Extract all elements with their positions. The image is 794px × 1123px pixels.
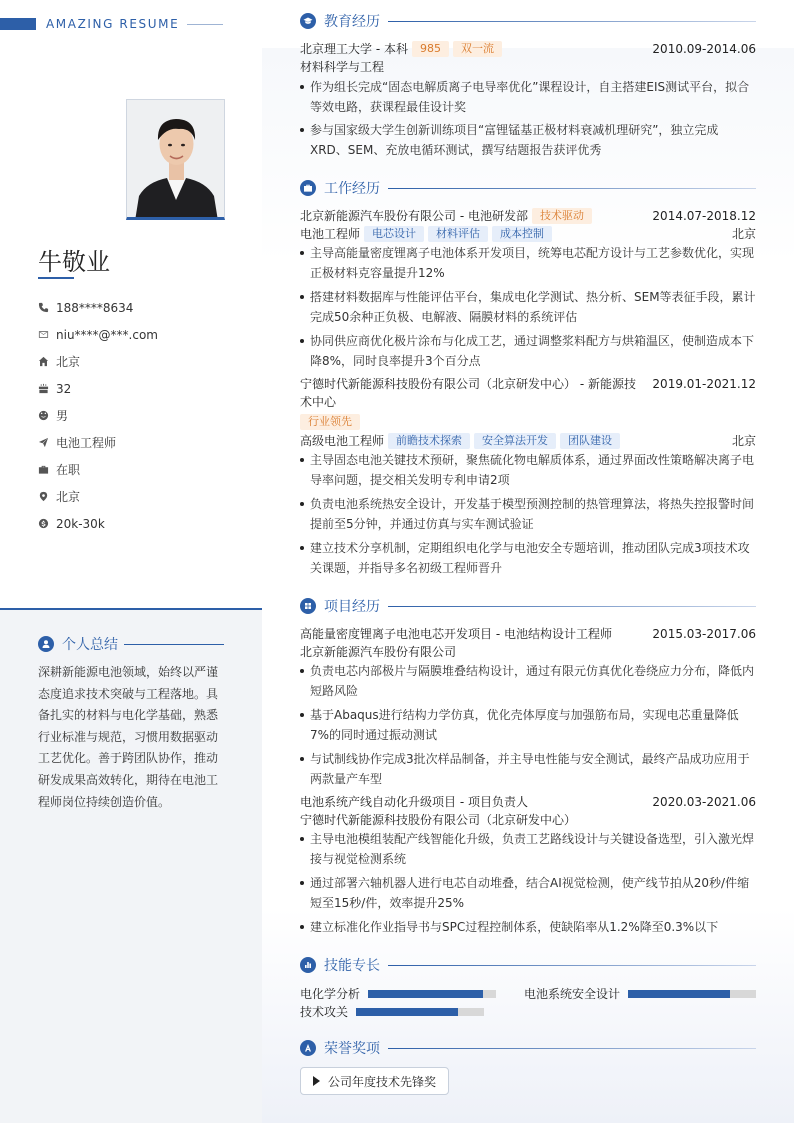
work-header bbox=[300, 178, 756, 198]
graduation-cap-icon bbox=[300, 13, 316, 29]
project-name-row bbox=[300, 793, 756, 811]
skill-item bbox=[300, 1003, 484, 1020]
info-gender bbox=[38, 402, 158, 429]
age-text: 32 bbox=[56, 381, 72, 396]
job-bullet: 协同供应商优化极片涂布与化成工艺，通过调整浆料配方与烘箱温区，使制造成本下降8%，同时良率提升3个百分点 bbox=[300, 331, 756, 371]
email-text: niu****@***.com bbox=[56, 327, 158, 342]
education-tag: 双一流 bbox=[453, 41, 502, 57]
brand-bar bbox=[0, 18, 36, 30]
skills-title: 技能专长 bbox=[324, 958, 380, 974]
project-name: 高能量密度锂离子电池电芯开发项目 - 电池结构设计工程师 bbox=[300, 627, 612, 641]
home-icon bbox=[38, 356, 56, 367]
play-icon bbox=[313, 1076, 320, 1086]
salary-text: 20k-30k bbox=[56, 516, 105, 531]
location-pin-icon bbox=[38, 491, 56, 502]
project-date: 2020.03-2021.06 bbox=[652, 795, 756, 809]
project-bullet: 与试制线协作完成3批次样品制备，并主导电性能与安全测试，最终产品成功应用于两款量产车型 bbox=[300, 749, 756, 789]
education-bullet: 参与国家级大学生创新训练项目“富锂锰基正极材料衰减机理研究”，独立完成XRD、SEM、充放电循环测试，撰写结题报告获评优秀 bbox=[300, 120, 756, 160]
info-salary bbox=[38, 510, 158, 537]
project-bullet: 通过部署六轴机器人进行电芯自动堆叠，结合AI视觉检测，使产线节拍从20秒/件缩短至15秒/件，效率提升25% bbox=[300, 873, 756, 913]
job-bullet: 搭建材料数据库与性能评估平台，集成电化学测试、热分析、SEM等表征手段，累计完成50余种正负极、电解液、隔膜材料的系统评估 bbox=[300, 287, 756, 327]
job-role-tag: 前瞻技术探索 bbox=[388, 433, 470, 449]
name-underline bbox=[38, 277, 74, 279]
honor-item bbox=[300, 1067, 449, 1095]
info-target-city bbox=[38, 483, 158, 510]
job-bullet: 负责电池系统热安全设计，开发基于模型预测控制的热管理算法，将热失控报警时间提前至5分钟，并通过仿真与实车测试验证 bbox=[300, 494, 756, 534]
job-company-tag: 技术驱动 bbox=[532, 208, 592, 224]
job-bullet: 主导高能量密度锂离子电池体系开发项目，统筹电芯配方设计与工艺参数优化，实现正极材料克容量提升12% bbox=[300, 243, 756, 283]
city-text: 北京 bbox=[56, 355, 81, 369]
job-role: 高级电池工程师 bbox=[300, 434, 385, 448]
job-role-tag: 安全算法开发 bbox=[474, 433, 556, 449]
job-role-tag: 材料评估 bbox=[428, 226, 488, 242]
briefcase-icon bbox=[300, 180, 316, 196]
education-school-row bbox=[300, 40, 756, 58]
skill-name: 电化学分析 bbox=[300, 987, 361, 1001]
job-role: 电池工程师 bbox=[300, 227, 361, 241]
project-bullet: 主导电池模组装配产线智能化升级，负责工艺路线设计与关键设备选型，引入激光焊接与视觉检测系统 bbox=[300, 829, 756, 869]
cake-icon bbox=[38, 383, 56, 394]
brand-line bbox=[187, 24, 223, 25]
job-date: 2019.01-2021.12 bbox=[652, 377, 756, 391]
job-bullet: 主导固态电池关键技术预研，聚焦硫化物电解质体系，通过界面改性策略解决离子电导率问题，提交相关发明专利申请2项 bbox=[300, 450, 756, 490]
job-date: 2014.07-2018.12 bbox=[652, 209, 756, 223]
skill-name: 技术攻关 bbox=[300, 1005, 349, 1019]
honors-title: 荣誉奖项 bbox=[324, 1041, 380, 1057]
phone-icon bbox=[38, 302, 56, 313]
contact-info-list bbox=[38, 294, 158, 537]
education-school: 北京理工大学 - 本科 bbox=[300, 42, 408, 56]
work-title: 工作经历 bbox=[324, 181, 380, 197]
summary-title-line bbox=[124, 644, 224, 645]
job-location: 北京 bbox=[731, 227, 756, 241]
job-role-row bbox=[300, 225, 756, 243]
job-company-tag: 行业领先 bbox=[300, 414, 360, 430]
brand-text: AMAZING RESUME bbox=[46, 17, 180, 31]
summary-text: 深耕新能源电池领域，始终以严谨态度追求技术突破与工程落地。具备扎实的材料与电化学基础，熟悉行业标准与规范，习惯用数据驱动工艺优化。善于跨团队协作，推动研发成果高效转化，期待在电池工程师岗位持续创造价值。 bbox=[38, 665, 219, 809]
skill-bar bbox=[356, 1008, 484, 1016]
summary-title: 个人总结 bbox=[62, 637, 118, 653]
job-role-tag: 团队建设 bbox=[560, 433, 620, 449]
project-name-row bbox=[300, 625, 756, 643]
skill-item bbox=[524, 985, 756, 1002]
job-location: 北京 bbox=[731, 434, 756, 448]
send-icon bbox=[38, 437, 56, 448]
award-icon bbox=[300, 1040, 316, 1056]
project-company: 宁德时代新能源科技股份有限公司（北京研发中心） bbox=[300, 813, 577, 827]
projects-line bbox=[388, 606, 756, 607]
job-role-tag: 电芯设计 bbox=[364, 226, 424, 242]
info-status bbox=[38, 456, 158, 483]
money-icon bbox=[38, 518, 56, 529]
skills-header bbox=[300, 955, 756, 975]
sidebar bbox=[0, 0, 262, 1123]
info-city bbox=[38, 348, 158, 375]
skill-fill bbox=[356, 1008, 458, 1016]
smile-icon bbox=[38, 410, 56, 421]
job-company: 北京新能源汽车股份有限公司 - 电池研发部 bbox=[300, 209, 528, 223]
position-text: 电池工程师 bbox=[56, 436, 117, 450]
info-email bbox=[38, 321, 158, 348]
education-title: 教育经历 bbox=[324, 14, 380, 30]
education-date: 2010.09-2014.06 bbox=[652, 42, 756, 56]
education-line bbox=[388, 21, 756, 22]
gender-text: 男 bbox=[56, 409, 69, 423]
education-major: 材料科学与工程 bbox=[300, 60, 385, 74]
grid-icon bbox=[300, 598, 316, 614]
project-bullet: 负责电芯内部极片与隔膜堆叠结构设计，通过有限元仿真优化卷绕应力分布，降低内短路风险 bbox=[300, 661, 756, 701]
project-date: 2015.03-2017.06 bbox=[652, 627, 756, 641]
job-company-continued: 术中心 bbox=[300, 395, 337, 409]
mail-icon bbox=[38, 329, 56, 340]
honor-text: 公司年度技术先锋奖 bbox=[328, 1074, 437, 1089]
info-age bbox=[38, 375, 158, 402]
skill-bar bbox=[368, 990, 496, 998]
education-tag: 985 bbox=[412, 41, 449, 57]
skill-fill bbox=[368, 990, 483, 998]
job-role-tag: 成本控制 bbox=[492, 226, 552, 242]
education-header bbox=[300, 11, 756, 31]
job-company-tag-row bbox=[300, 414, 756, 430]
skill-fill bbox=[628, 990, 730, 998]
job-company-row bbox=[300, 375, 756, 393]
profile-photo bbox=[126, 99, 225, 220]
summary-header bbox=[38, 634, 224, 654]
projects-title: 项目经历 bbox=[324, 599, 380, 615]
skills-line bbox=[388, 965, 756, 966]
project-bullet: 建立标准化作业指导书与SPC过程控制体系，使缺陷率从1.2%降至0.3%以下 bbox=[300, 917, 756, 937]
user-icon bbox=[38, 636, 54, 652]
job-bullet: 建立技术分享机制，定期组织电化学与电池安全专题培训，推动团队完成3项技术攻关课题，并指导多名初级工程师晋升 bbox=[300, 538, 756, 578]
projects-header bbox=[300, 596, 756, 616]
info-position bbox=[38, 429, 158, 456]
phone-text: 188****8634 bbox=[56, 300, 134, 315]
education-major-row bbox=[300, 58, 756, 76]
skill-item bbox=[300, 985, 496, 1002]
job-role-row bbox=[300, 432, 756, 450]
honors-header bbox=[300, 1038, 756, 1058]
briefcase-icon bbox=[38, 464, 56, 475]
work-line bbox=[388, 188, 756, 189]
status-text: 在职 bbox=[56, 463, 81, 477]
job-company: 宁德时代新能源科技股份有限公司（北京研发中心） - 新能源技 bbox=[300, 377, 636, 391]
project-name: 电池系统产线自动化升级项目 - 项目负责人 bbox=[300, 795, 528, 809]
person-photo-icon bbox=[127, 100, 225, 220]
skill-name: 电池系统安全设计 bbox=[524, 987, 621, 1001]
job-company-row-continued bbox=[300, 393, 756, 411]
brand-header bbox=[0, 17, 223, 31]
bar-chart-icon bbox=[300, 957, 316, 973]
project-company-row bbox=[300, 811, 756, 829]
project-company: 北京新能源汽车股份有限公司 bbox=[300, 645, 457, 659]
honors-line bbox=[388, 1048, 756, 1049]
job-company-row bbox=[300, 207, 756, 225]
info-phone bbox=[38, 294, 158, 321]
education-bullet: 作为组长完成“固态电解质离子电导率优化”课程设计，自主搭建EIS测试平台，拟合等效电路，获课程最佳设计奖 bbox=[300, 77, 756, 117]
skill-bar bbox=[628, 990, 756, 998]
target-city-text: 北京 bbox=[56, 490, 81, 504]
project-company-row bbox=[300, 643, 756, 661]
project-bullet: 基于Abaqus进行结构力学仿真，优化壳体厚度与加强筋布局，实现电芯重量降低7%的同时通过振动测试 bbox=[300, 705, 756, 745]
profile-name: 牛敬业 bbox=[38, 248, 110, 276]
